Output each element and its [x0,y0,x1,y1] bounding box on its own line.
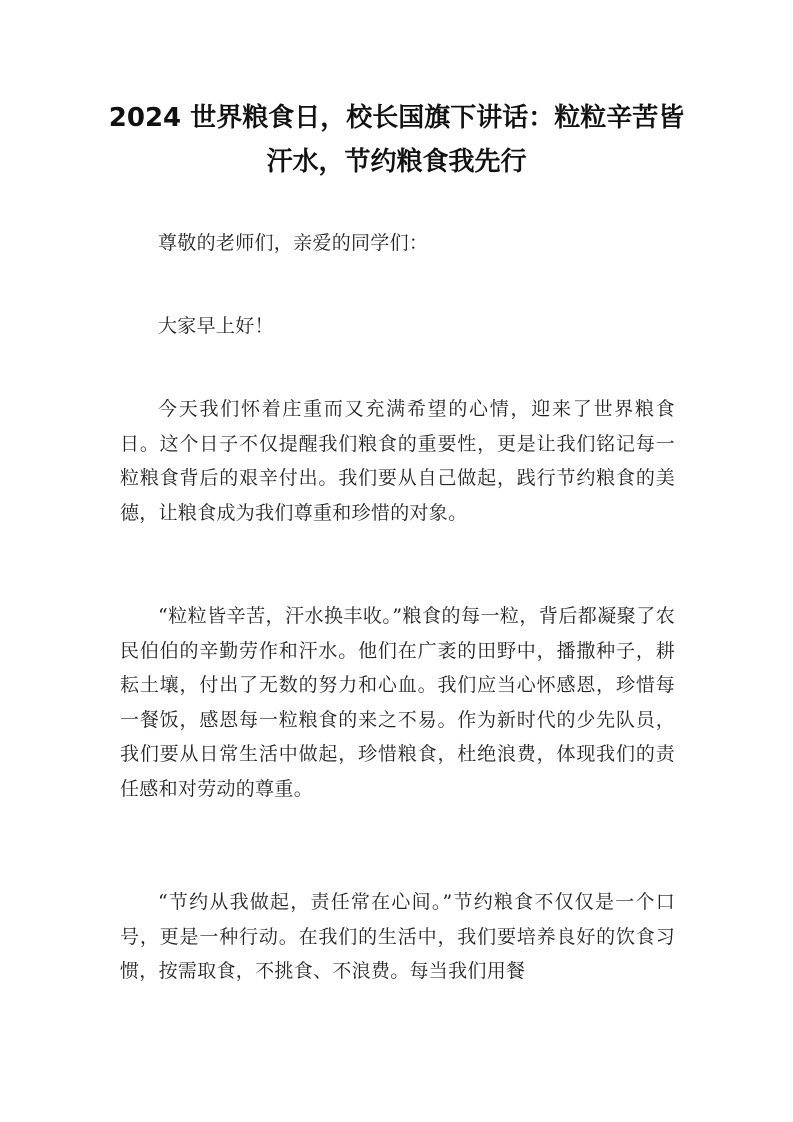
paragraph-morning-greeting: 大家早上好！ [158,315,274,337]
paragraph-hard-work: “粒粒皆辛苦，汗水换丰收。”粮食的每一粒，背后都凝聚了农民伯伯的辛勤劳作和汗水。他们在广袤的田野中，播撒种子，耕耘土壤，付出了无数的努力和心血。我们应当心怀感恩，珍惜每一餐饭，感恩每一粒粮食的来之不易。作为新时代的少先队员，我们要从日常生活中做起，珍惜粮食，杜绝浪费，体现我们的责任感和对劳动的尊重。 [120,605,675,800]
paragraph-world-food-day: 今天我们怀着庄重而又充满希望的心情，迎来了世界粮食日。这个日子不仅提醒我们粮食的重要性，更是让我们铭记每一粒粮食背后的艰辛付出。我们要从自己做起，践行节约粮食的美德，让粮食成为我们尊重和珍惜的对象。 [120,398,675,524]
document-title: 2024 世界粮食日，校长国旗下讲话：粒粒辛苦皆汗水，节约粮食我先行 [108,103,685,177]
paragraph-saving-food: “节约从我做起，责任常在心间。”节约粮食不仅仅是一个口号，更是一种行动。在我们的生活中，我们要培养良好的饮食习惯，按需取食，不挑食、不浪费。每当我们用餐 [120,891,675,982]
paragraph-greeting: 尊敬的老师们，亲爱的同学们： [158,232,429,254]
